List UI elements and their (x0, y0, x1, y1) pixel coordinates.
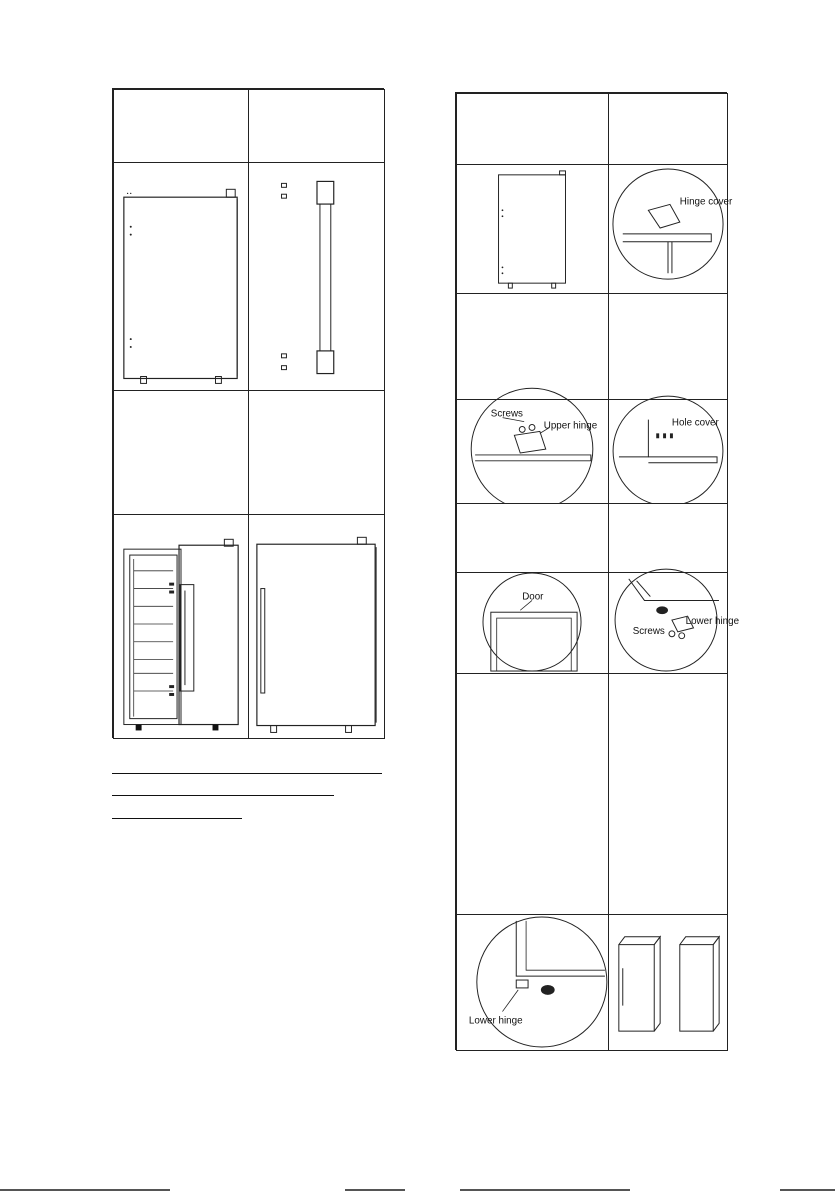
underline-2 (112, 795, 334, 796)
lower-hinge-detail (456, 914, 609, 1051)
svg-text:• •: • • (126, 192, 132, 198)
cabinet-side-drawing (113, 162, 249, 391)
right-text-cell-1a (456, 93, 609, 165)
right-text-cell-5a (456, 503, 609, 573)
right-text-cell-3b (608, 293, 728, 400)
screws-label-lower: Screws (632, 625, 665, 637)
left-text-cell-3b (248, 390, 385, 515)
lower-hinge-illustration (457, 915, 608, 1050)
upper-hinge-label: Upper hinge (543, 420, 598, 432)
closed-cabinet-illustration (249, 515, 384, 738)
screws-label-upper: Screws (490, 408, 523, 420)
closed-cabinet-drawing (248, 514, 385, 739)
right-text-cell-1b (608, 93, 728, 165)
hinge-cover-detail (608, 164, 733, 294)
open-cabinet-drawing (113, 514, 249, 739)
handle-drawing (248, 162, 385, 391)
left-text-cell-3a (113, 390, 249, 515)
right-text-cell-7b (608, 673, 728, 915)
two-cabinets-illustration (609, 915, 727, 1050)
left-text-cell-1b (248, 89, 385, 163)
cabinet-side-illustration (114, 163, 248, 390)
two-cabinets-drawing (608, 914, 728, 1051)
lower-hinge-screws-detail (608, 572, 740, 674)
hole-cover-illustration (609, 400, 727, 503)
right-text-cell-3a (456, 293, 609, 400)
lower-hinge-label-1: Lower hinge (685, 615, 740, 627)
scan-artifact-strip (0, 1186, 840, 1192)
left-text-cell-1a (113, 89, 249, 163)
hole-cover-label: Hole cover (671, 417, 719, 429)
lower-hinge-screws-illustration (609, 573, 740, 673)
cabinet-front-drawing (456, 164, 609, 294)
hinge-cover-illustration (609, 165, 733, 293)
right-text-cell-5b (608, 503, 728, 573)
open-cabinet-illustration (114, 515, 248, 738)
right-text-cell-7a (456, 673, 609, 915)
door-illustration (457, 573, 608, 673)
door-handle-illustration (249, 163, 384, 390)
upper-hinge-detail (456, 399, 609, 504)
door-label: Door (522, 591, 544, 603)
left-instruction-table (112, 88, 384, 738)
cabinet-front-illustration (457, 165, 608, 293)
door-detail (456, 572, 609, 674)
underline-1 (112, 773, 382, 774)
underline-3 (112, 818, 242, 819)
lower-hinge-label-2: Lower hinge (468, 1015, 523, 1027)
right-instruction-table (455, 92, 740, 1050)
upper-hinge-illustration (457, 400, 608, 503)
hinge-cover-label: Hinge cover (679, 196, 733, 208)
hole-cover-detail (608, 399, 728, 504)
